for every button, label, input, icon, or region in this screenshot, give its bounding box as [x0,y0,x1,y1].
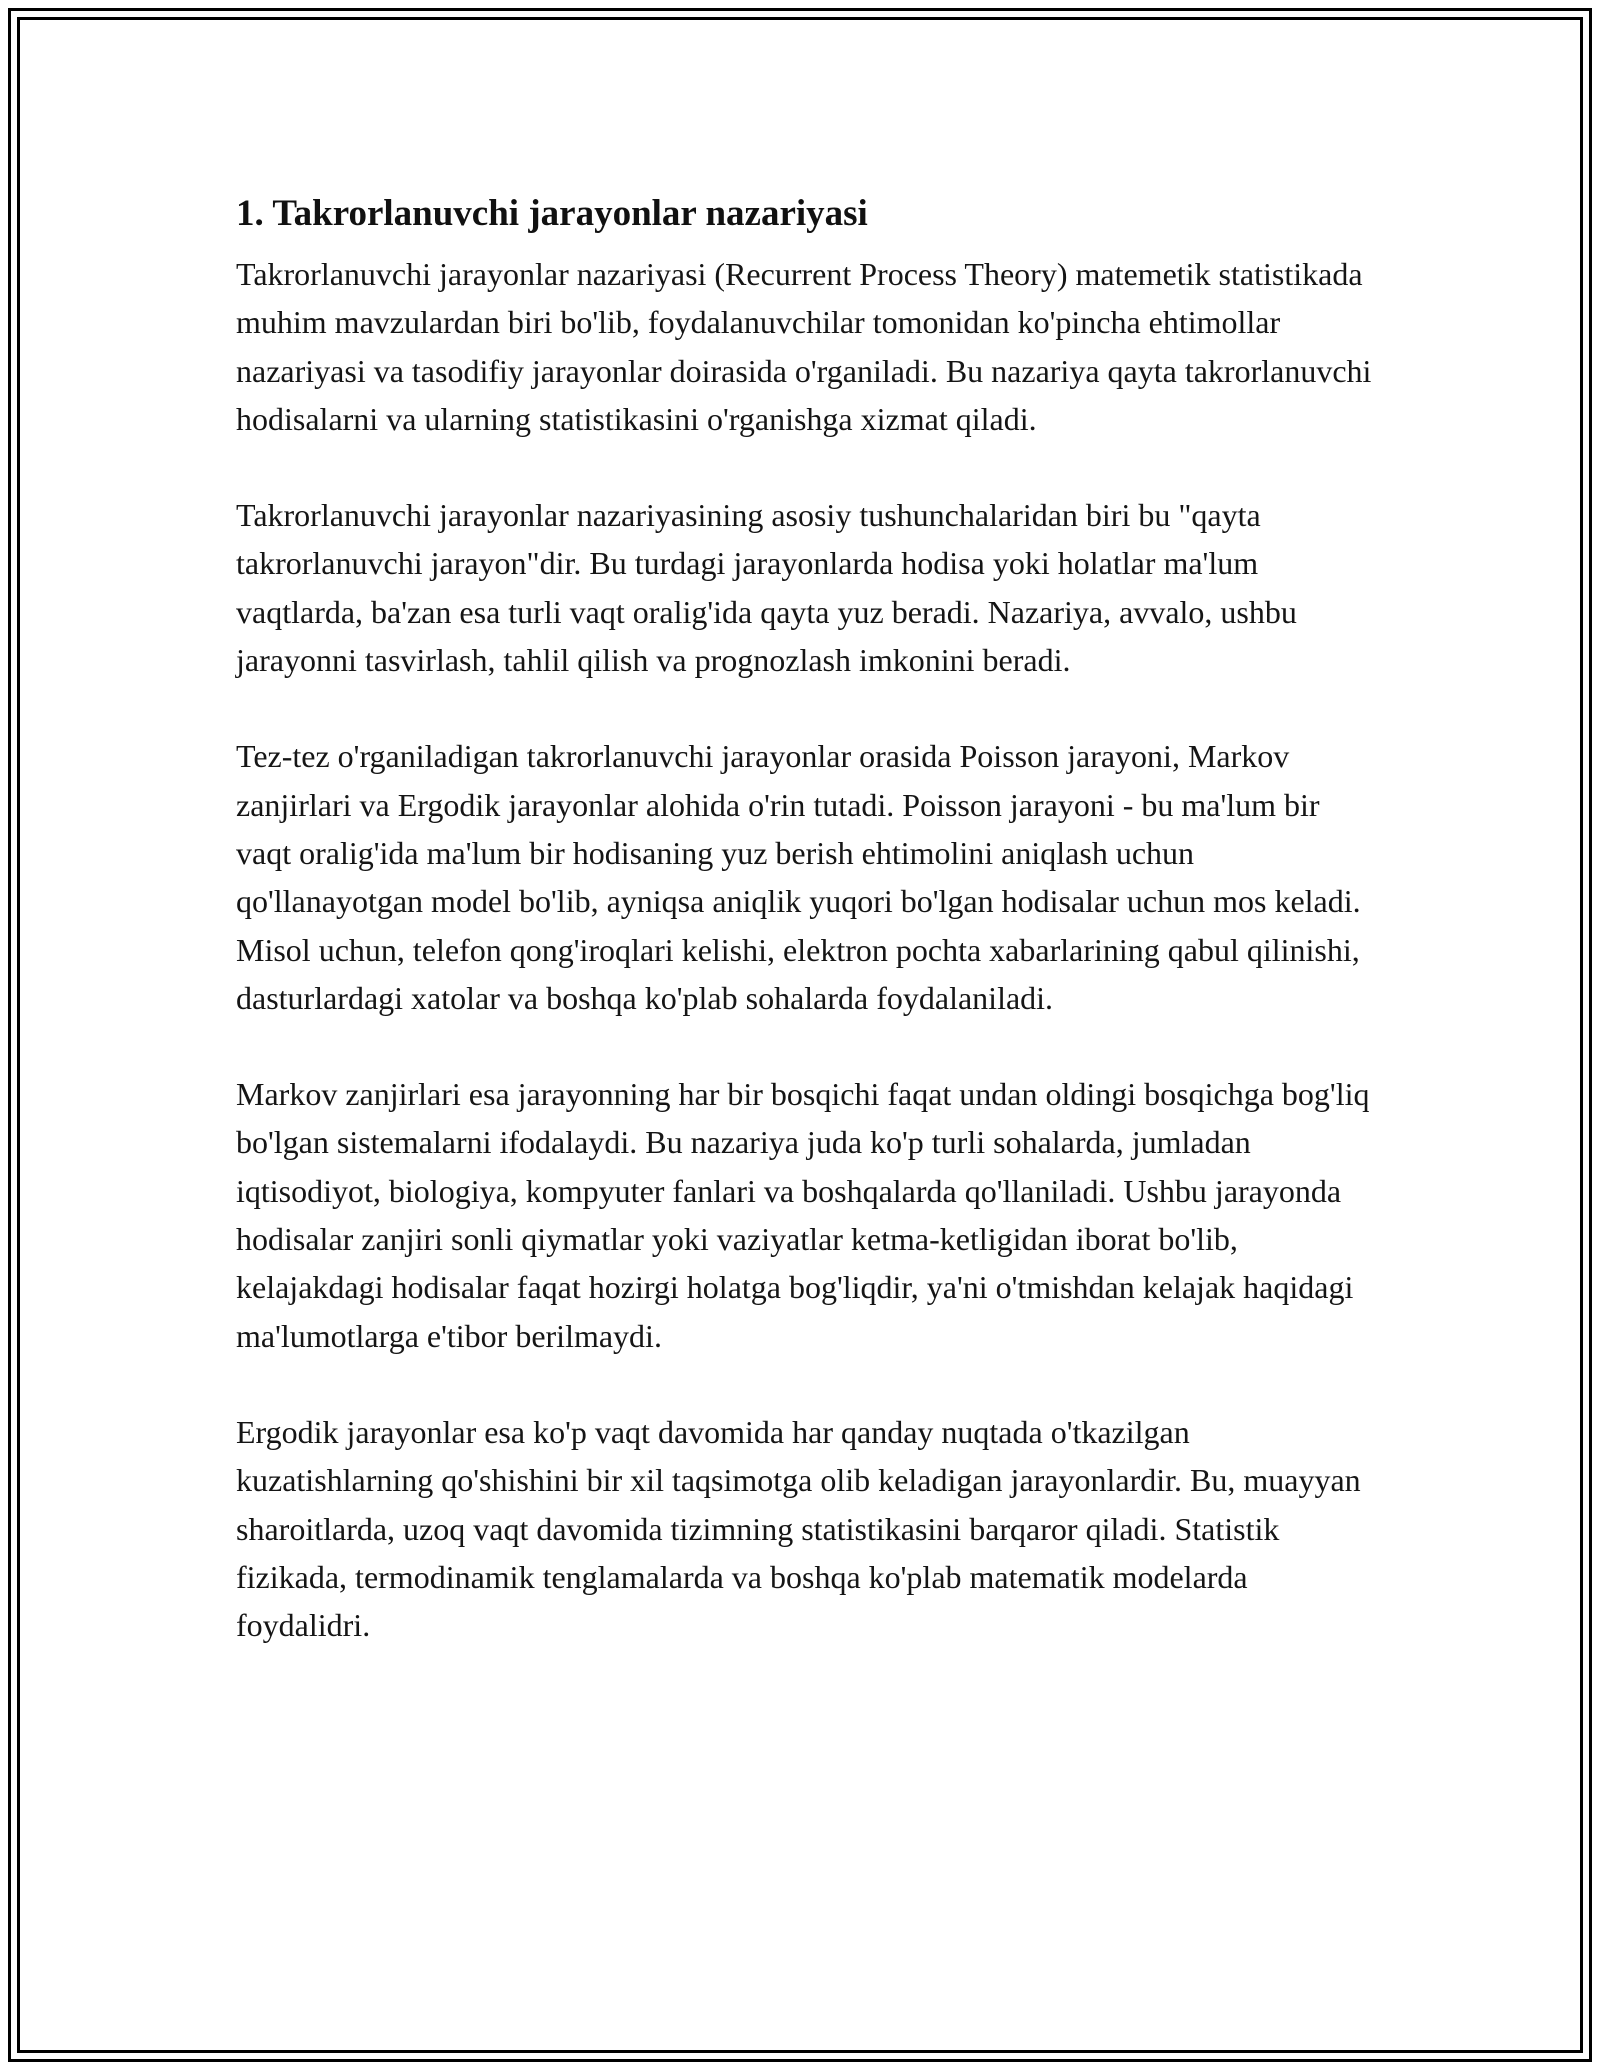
paragraph-poisson: Tez-tez o'rganiladigan takrorlanuvchi jarayonlar orasida Poisson jarayoni, Markov zanjirlari va Ergodik jarayonlar alohida o'rin tutadi. Poisson jarayoni - bu ma'lum bir vaqt oralig'ida ma'lum bir hodisaning yuz berish ehtimolini aniqlash uchun qo'llanayotgan model bo'lib, ayniqsa aniqlik yuqori bo'lgan hodisalar uchun mos keladi. Misol uchun, telefon qong'iroqlari kelishi, elektron pochta xabarlarining qabul qilinishi, dasturlardagi xatolar va boshqa ko'plab sohalarda foydalaniladi. [236,738,1361,1016]
paragraph-ergodic: Ergodik jarayonlar esa ko'p vaqt davomida har qanday nuqtada o'tkazilgan kuzatishlarning qo'shishini bir xil taqsimotga olib keladigan jarayonlardir. Bu, muayyan sharoitlarda, uzoq vaqt davomida tizimning statistikasini barqaror qiladi. Statistik fizikada, termodinamik tenglamalarda va boshqa ko'plab matematik modelarda foydalidri. [236,1413,1361,1644]
paragraph-markov: Markov zanjirlari esa jarayonning har bir bosqichi faqat undan oldingi bosqichga bog'liq bo'lgan sistemalarni ifodalaydi. Bu nazariya juda ko'p turli sohalarda, jumladan iqtisodiyot, biologiya, kompyuter fanlari va boshqalarda qo'llaniladi. Ushbu jarayonda hodisalar zanjiri sonli qiymatlar yoki vaziyatlar ketma-ketligidan iborat bo'lib, kelajakdagi hodisalar faqat hozirgi holatga bog'liqdir, ya'ni o'tmishdan kelajak haqidagi ma'lumotlarga e'tibor berilmaydi. [236,1076,1370,1354]
document-body [236,184,1376,1697]
paragraph-core-concept: Takrorlanuvchi jarayonlar nazariyasining asosiy tushunchalaridan biri bu "qayta takrorlanuvchi jarayon"dir. Bu turdagi jarayonlarda hodisa yoki holatlar ma'lum vaqtlarda, ba'zan esa turli vaqt oralig'ida qayta yuz beradi. Nazariya, avvalo, ushbu jarayonni tasvirlash, tahlil qilish va prognozlash imkonini beradi. [236,497,1297,679]
section-heading: 1. Takrorlanuvchi jarayonlar nazariyasi [236,193,868,234]
paragraph-intro: Takrorlanuvchi jarayonlar nazariyasi (Recurrent Process Theory) matemetik statistikada muhim mavzulardan biri bo'lib, foydalanuvchilar tomonidan ko'pincha ehtimollar nazariyasi va tasodifiy jarayonlar doirasida o'rganiladi. Bu nazariya qayta takrorlanuvchi hodisalarni va ularning statistikasini o'rganishga xizmat qiladi. [236,256,1372,437]
